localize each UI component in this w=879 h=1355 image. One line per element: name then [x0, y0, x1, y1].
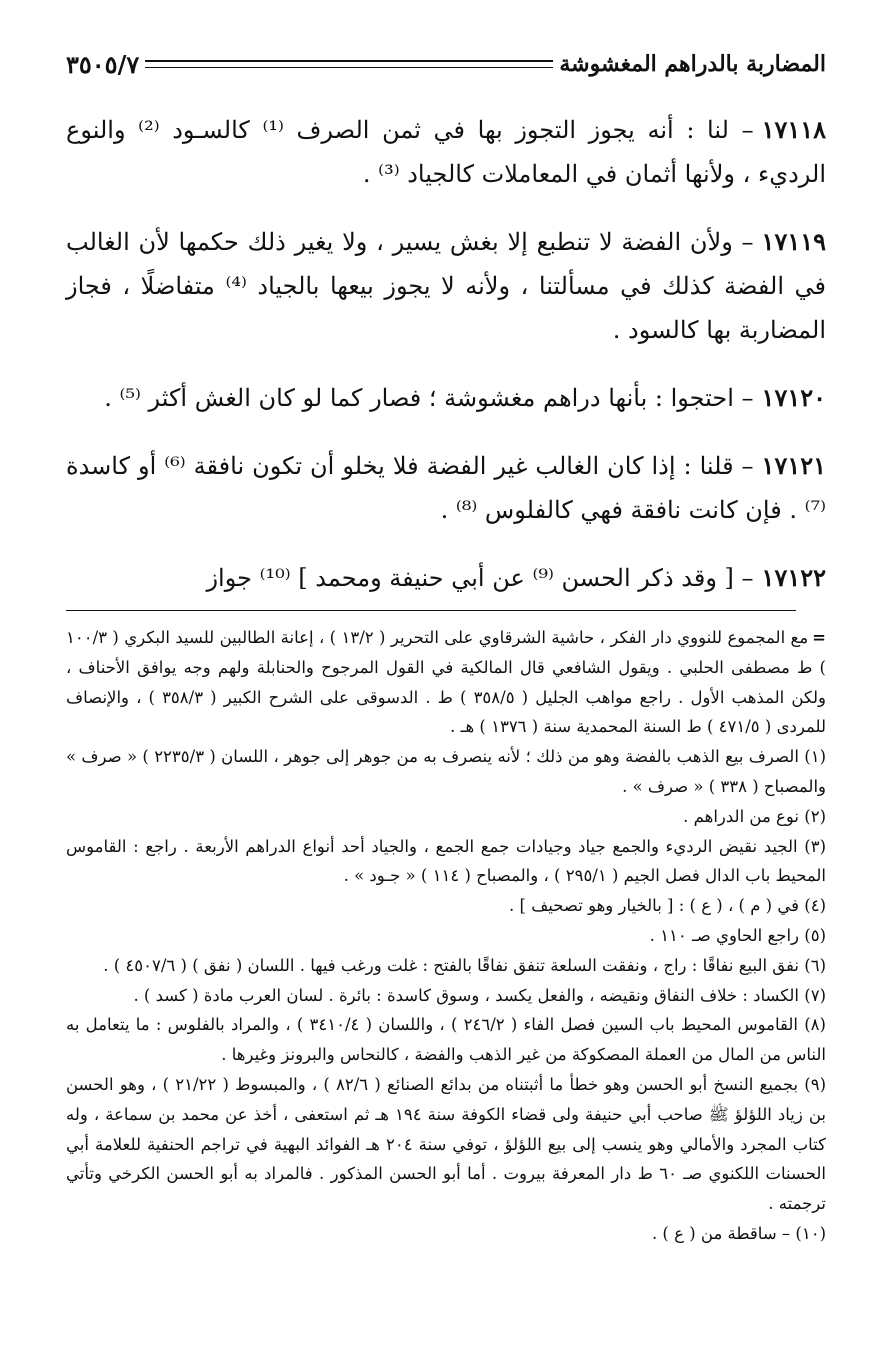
footnote-3: (٣) الجيد نقيض الرديء والجمع جياد وجيادات جمع الجمع ، والجياد أحد أنواع الدراهم الأربعة . راجع : القاموس المحيط باب الدال فصل الجيم ( ٢٩٥/١ ) ، والمصباح ( ١١٤ ) « جـود » . — [66, 836, 826, 886]
footnote-6: (٦) نفق البيع نفاقًا : راج ، ونفقت السلعة تنفق نفاقًا بالفتح : غلت ورغب فيها . اللسان ( نفق ) ( ٤٥٠٧/٦ ) . — [103, 955, 826, 975]
paragraph-text: – لنا : أنه يجوز التجوز بها في ثمن الصرف ⁽¹⁾ كالسـود ⁽²⁾ والنوع الرديء ، ولأنها أثمان في المعاملات كالجياد ⁽³⁾ . — [66, 116, 826, 188]
footnote-1: (١) الصرف بيع الذهب بالفضة وهو من ذلك ؛ لأنه ينصرف به من جوهر إلى جوهر ، اللسان ( ٢٢٣٥/٣ ) « صرف » والمصباح ( ٣٣٨ ) « صرف » . — [66, 747, 826, 796]
footnote-divider — [66, 610, 796, 611]
page — [66, 44, 826, 1249]
footnote-2: (٢) نوع من الدراهم . — [683, 806, 826, 826]
running-header — [66, 44, 826, 84]
footnotes — [66, 623, 826, 1249]
paragraph-text: – [ وقد ذكر الحسن ⁽⁹⁾ عن أبي حنيفة ومحمد ] ⁽¹⁰⁾ جواز — [206, 564, 754, 592]
footnote-text: مع المجموع للنووي دار الفكر ، حاشية الشرقاوي على التحرير ( ١٣/٢ ) ، إعانة الطالبين للسيد البكري ( ١٠٠/٣ ) ط مصطفى الحلبي . ويقول الشافعي قال المالكية في القول المرجوح والحنابلة ولهم وجه يوافق الأحناف ، ولكن المذهب الأول . راجع مواهب الجليل ( ٣٥٨/٥ ) ط . الدسوقى على الشرح الكبير ( ٣٥٨/٣ ) ، والإنصاف للمردى ( ٤٧١/٥ ) ط السنة المحمدية سنة ( ١٣٧٦ ) هـ . — [66, 628, 826, 737]
paragraph-17118 — [66, 108, 826, 196]
footnote-4: (٤) في ( م ) ، ( ع ) : [ بالخيار وهو تصحيف ] . — [509, 896, 826, 916]
main-text — [66, 108, 826, 600]
page-number: ٣٥٠٥/٧ — [66, 49, 140, 79]
footnote-5: (٥) راجع الحاوي صـ ١١٠ . — [649, 925, 826, 945]
paragraph-number: ١٧١١٩ — [761, 227, 826, 256]
paragraph-17120 — [66, 376, 826, 420]
footnote-9: (٩) بجميع النسخ أبو الحسن وهو خطأ ما أثبتناه من بدائع الصنائع ( ٨٢/٦ ) ، والمبسوط ( ٢١/٢٢ ) ، وهو الحسن بن زياد اللؤلؤ ﷺ صاحب أبي حنيفة ولى قضاء الكوفة سنة ١٩٤ هـ ثم استعفى ، أخذ عن محمد بن سماعة ، وله كتاب المجرد والأمالي وهو ينسب إلى بيع اللؤلؤ ، توفي سنة ٢٠٤ هـ الفوائد البهية في تراجم الحنفية للعلامة أبي الحسنات اللكنوي صـ ٦٠ ط دار المعرفة بيروت . أما أبو الحسن المذكور . فالمراد به أبو الحسن الكرخي وتأتي ترجمته . — [66, 1074, 827, 1214]
paragraph-text: – قلنا : إذا كان الغالب غير الفضة فلا يخلو أن تكون نافقة ⁽⁶⁾ أو كاسدة ⁽⁷⁾ . فإن كانت نافقة فهي كالفلوس ⁽⁸⁾ . — [66, 452, 826, 524]
paragraph-text: – احتجوا : بأنها دراهم مغشوشة ؛ فصار كما لو كان الغش أكثر ⁽⁵⁾ . — [104, 384, 754, 412]
paragraph-17122 — [66, 556, 826, 600]
paragraph-number: ١٧١٢٠ — [761, 383, 826, 412]
paragraph-17119 — [66, 220, 826, 352]
paragraph-number: ١٧١٢١ — [761, 451, 826, 480]
paragraph-number: ١٧١١٨ — [761, 115, 827, 144]
footnote-continuation — [66, 623, 826, 742]
paragraph-17121 — [66, 444, 826, 532]
paragraph-number: ١٧١٢٢ — [761, 563, 826, 592]
footnote-7: (٧) الكساد : خلاف النفاق ونقيضه ، والفعل يكسد ، وسوق كاسدة : بائرة . لسان العرب مادة ( كسد ) . — [133, 985, 826, 1005]
footnote-10: (١٠) – ساقطة من ( ع ) . — [651, 1223, 826, 1243]
footnote-8: (٨) القاموس المحيط باب السين فصل الفاء ( ٢٤٦/٢ ) ، واللسان ( ٣٤١٠/٤ ) ، والمراد بالفلوس : ما يتعامل به الناس من المال من العملة المصكوكة من غير الذهب والفضة ، كالنحاس والبرونز وغيرها . — [66, 1015, 826, 1065]
header-rule — [145, 60, 553, 68]
continuation-mark: = — [812, 628, 826, 647]
running-title: المضاربة بالدراهم المغشوشة — [559, 51, 826, 77]
paragraph-text: – ولأن الفضة لا تنطبع إلا بغش يسير ، ولا يغير ذلك حكمها لأن الغالب في الفضة كذلك في مسألتنا ، ولأنه لا يجوز بيعها بالجياد ⁽⁴⁾ متفاضلًا ، فجاز المضاربة بها كالسود . — [66, 228, 826, 344]
